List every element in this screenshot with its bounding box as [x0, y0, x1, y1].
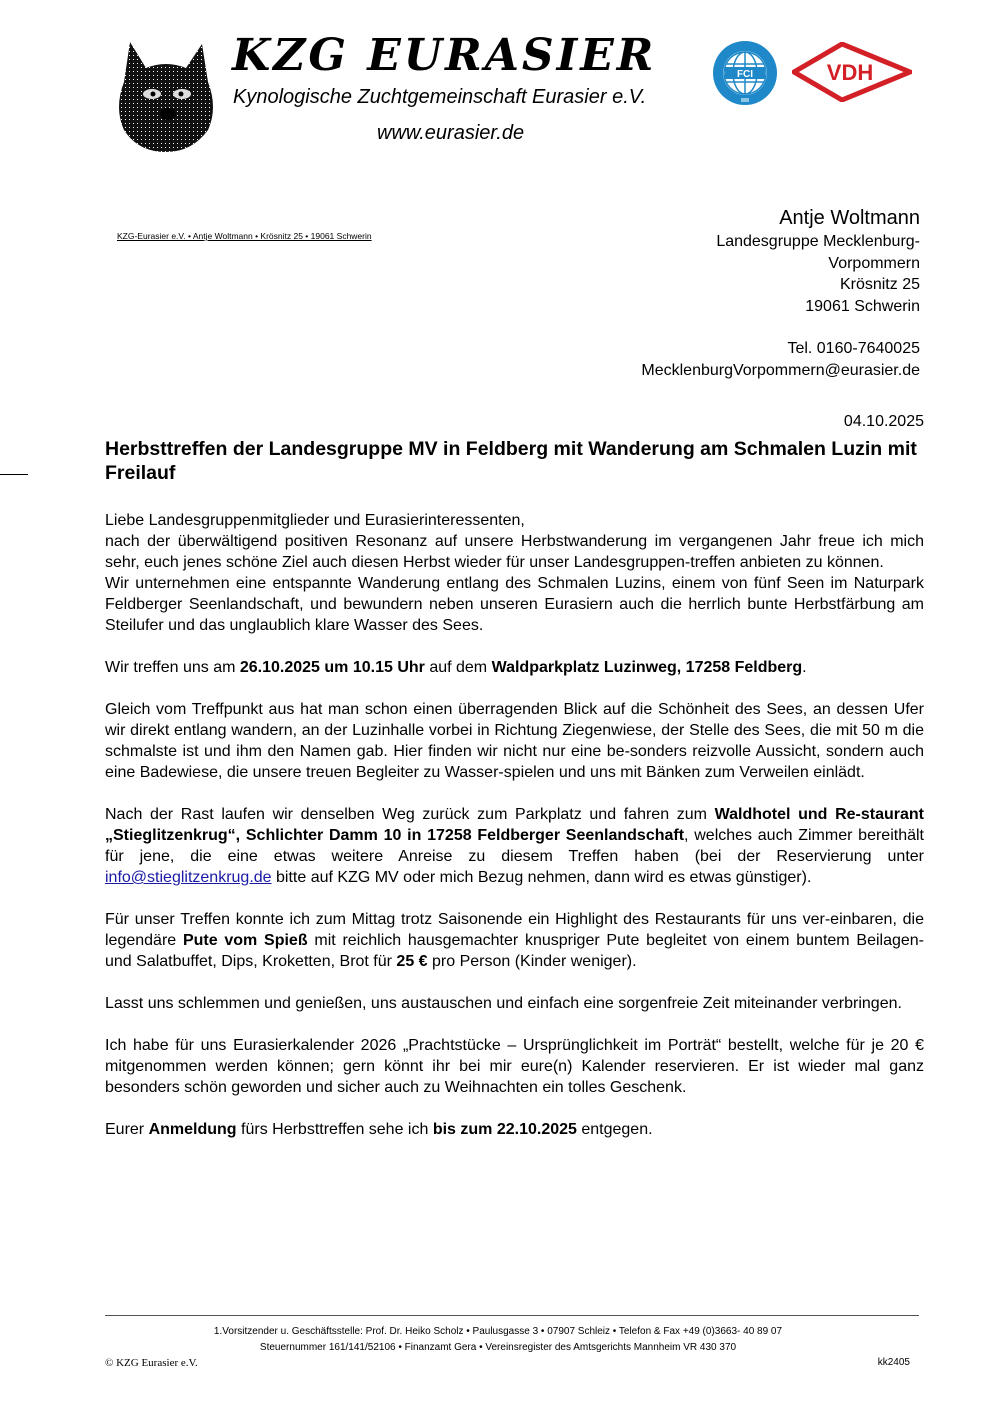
footer-line-2: Steuernummer 161/141/52106 • Finanzamt Gera • Vereinsregister des Amtsgerichts Mannheim VR 430 370	[259, 1342, 737, 1353]
letter-subject: Herbsttreffen der Landesgruppe MV in Feldberg mit Wanderung am Schmalen Luzin mit Freilauf	[105, 438, 917, 484]
sender-city: 19061 Schwerin	[805, 297, 920, 315]
restaurant-address: Waldhotel und Re-staurant „Stieglitzenkrug“, Schlichter Damm 10 in 17258 Feldberger Seenlandschaft	[105, 806, 924, 844]
registration-deadline: bis zum 22.10.2025	[432, 1121, 577, 1138]
paragraph-enjoy: Lasst uns schlemmen und genießen, uns austauschen und einfach eine sorgenfreie Zeit miteinander verbringen.	[105, 995, 902, 1012]
paragraph-restaurant: Nach der Rast laufen wir denselben Weg zurück zum Parkplatz und fahren zum Waldhotel und Re-staurant „Stieglitzenkrug“, Schlichter Damm 10 in 17258 Feldberger Seenlandschaft, welches auch Zimmer bereithält für jene, die eine etwas weitere Anreise zu diesem Treffen haben (bei der Reservierung unter info@stieglitzenkrug.de bitte auf KZG MV oder mich Bezug nehmen, dann wird es etwas günstiger).	[105, 806, 924, 886]
letter-date: 04.10.2025	[843, 413, 924, 430]
meeting-datetime: 26.10.2025 um 10.15 Uhr	[239, 659, 425, 676]
footer-line-1: 1.Vorsitzender u. Geschäftsstelle: Prof. Dr. Heiko Scholz • Paulusgasse 3 • 07907 Schleiz • Telefon & Fax +49 (0)3663- 40 89 07	[213, 1326, 783, 1337]
greeting: Liebe Landesgruppenmitglieder und Eurasierinteressenten,	[105, 512, 525, 529]
organization-subtitle: Kynologische Zuchtgemeinschaft Eurasier e.V.	[233, 86, 647, 108]
copyright: © KZG Eurasier e.V.	[105, 1357, 198, 1369]
document-id: kk2405	[877, 1357, 910, 1368]
svg-text:VDH: VDH	[826, 60, 874, 85]
fold-mark	[0, 474, 28, 475]
paragraph-intro: nach der überwältigend positiven Resonanz auf unsere Herbstwanderung im vergangenen Jahr freue ich mich sehr, euch jenes schöne Ziel auch diesen Herbst wieder für unser Landesgruppen-treffen anbieten zu können.	[105, 533, 924, 571]
fci-logo-icon	[712, 40, 778, 106]
svg-text:FCI: FCI	[736, 69, 754, 80]
sender-address-block	[641, 205, 920, 381]
sender-group-line2: Vorpommern	[828, 254, 920, 272]
sender-email: MecklenburgVorpommern@eurasier.de	[641, 361, 920, 379]
lunch-dish: Pute vom Spieß	[182, 932, 308, 949]
letter-body	[105, 510, 924, 1161]
paragraph-registration: Eurer Anmeldung fürs Herbsttreffen sehe ich bis zum 22.10.2025 entgegen.	[105, 1121, 653, 1138]
organization-title: KZG EURASIER	[232, 30, 657, 81]
paragraph-hike: Wir unternehmen eine entspannte Wanderung entlang des Schmalen Luzins, einem von fünf Seen im Naturpark Feldberger Seenlandschaft, und bewundern neben unseren Eurasiern auch die herrlich bunte Herbstfärbung am Steilufer und das unglaublich klare Wasser des Sees.	[105, 575, 924, 634]
sender-name: Antje Woltmann	[779, 207, 920, 229]
paragraph-calendar: Ich habe für uns Eurasierkalender 2026 „Prachtstücke – Ursprünglichkeit im Porträt“ bestellt, welche für je 20 € mitgenommen werden können; gern könnt ihr bei mir eure(n) Kalender reservieren. Er ist wieder mal ganz besonders schön geworden und sicher auch zu Weihnachten ein tolles Geschenk.	[105, 1037, 924, 1096]
footer-divider	[105, 1315, 919, 1316]
paragraph-route: Gleich vom Treffpunkt aus hat man schon einen überragenden Blick auf die Schönheit des Sees, an dessen Ufer wir direkt entlang wandern, an der Luzinhalle vorbei in Richtung Ziegenwiese, der Stelle des Sees, die mit 50 m die schmalste ist und ihm den Namen gab. Hier finden wir nicht nur eine be-sonders reizvolle Aussicht, sondern auch eine Badewiese, die unsere treuen Begleiter zu Wasser-spielen und uns mit Bänken zum Verweilen einlädt.	[105, 701, 924, 781]
sender-street: Krösnitz 25	[839, 276, 920, 293]
dog-portrait-icon	[112, 38, 220, 154]
meeting-location: Waldparkplatz Luzinweg, 17258 Feldberg	[491, 659, 803, 676]
sender-phone: Tel. 0160-7640025	[787, 340, 920, 357]
return-address-line: KZG-Eurasier e.V. • Antje Woltmann • Krösnitz 25 • 19061 Schwerin	[117, 231, 372, 241]
restaurant-email-link[interactable]: info@stieglitzenkrug.de	[105, 869, 272, 886]
paragraph-meeting-point: Wir treffen uns am 26.10.2025 um 10.15 Uhr auf dem Waldparkplatz Luzinweg, 17258 Feldberg.	[105, 659, 807, 676]
organization-website: www.eurasier.de	[377, 122, 525, 144]
vdh-logo-icon	[792, 42, 912, 102]
lunch-price: 25 €	[396, 953, 428, 970]
paragraph-lunch: Für unser Treffen konnte ich zum Mittag trotz Saisonende ein Highlight des Restaurants für uns ver-einbaren, die legendäre Pute vom Spieß mit reichlich hausgemachter knuspriger Pute begleitet von einem buntem Beilagen- und Salatbuffet, Dips, Kroketten, Brot für 25 € pro Person (Kinder weniger).	[105, 911, 924, 970]
registration-label: Anmeldung	[148, 1121, 237, 1138]
sender-group-line1: Landesgruppe Mecklenburg-	[716, 233, 920, 250]
